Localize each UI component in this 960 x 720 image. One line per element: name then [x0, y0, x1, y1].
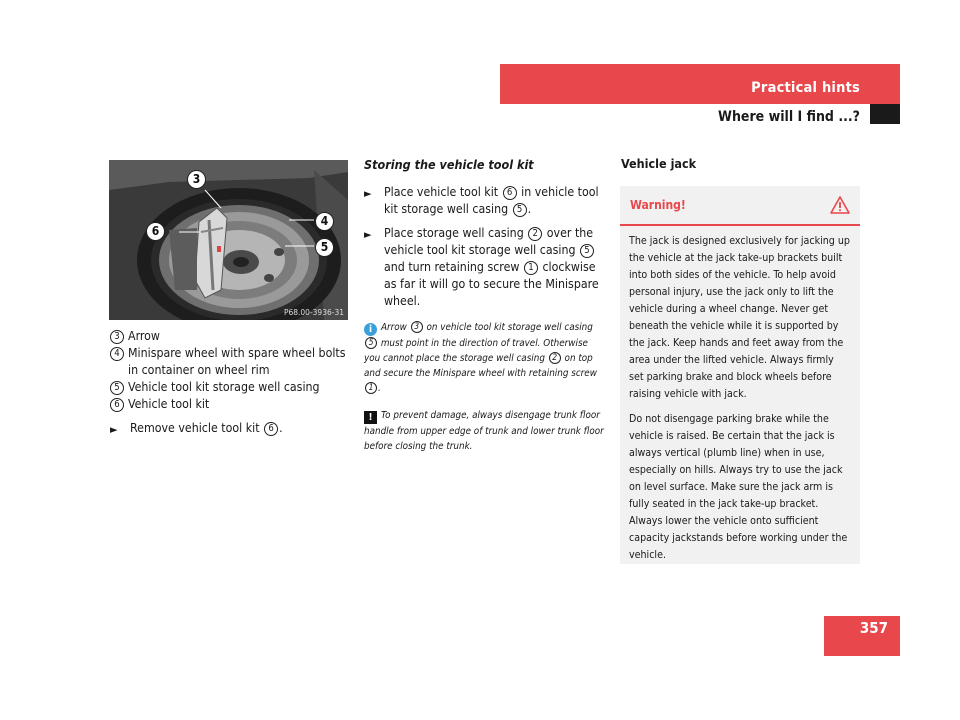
legend-text: Arrow — [128, 329, 160, 343]
warning-paragraph: Do not disengage parking brake while the vehicle is raised. Be certain that the jack is always vertical (plumb line) when in use, especially on hills. Always try to use the jack on level surface. Make sure the jack arm is fully seated in the jack take-up bracket. Always lower the vehicle onto sufficient capacity jackstands before working under the vehicle. — [629, 413, 848, 561]
step-text: Remove vehicle tool kit 6 . — [130, 421, 283, 435]
ref-number: 5 — [513, 203, 527, 217]
ref-number: 3 — [411, 321, 423, 333]
ref-number: 5 — [365, 337, 377, 349]
legend-number: 3 — [110, 330, 124, 344]
warning-title: Warning! — [630, 198, 686, 212]
caution-note: ! To prevent damage, always disengage trunk floor handle from upper edge of trunk and lower trunk floor before closing the trunk. — [364, 410, 604, 452]
legend-number: 5 — [110, 381, 124, 395]
subsection-title: Where will I find ...? — [718, 109, 860, 125]
ref-number: 1 — [524, 261, 538, 275]
instruction-step — [364, 225, 604, 310]
legend-number: 6 — [110, 398, 124, 412]
page-number: 357 — [859, 619, 888, 637]
step-arrow-icon: ► — [364, 187, 372, 200]
legend-text: Vehicle tool kit — [128, 397, 210, 411]
instruction-step — [110, 420, 355, 438]
legend-text: Vehicle tool kit storage well casing — [128, 380, 320, 394]
spare-wheel-drawing — [109, 160, 348, 320]
exclamation-icon: ! — [364, 411, 377, 424]
callout-6: 6 — [146, 222, 165, 241]
ref-number: 1 — [365, 382, 377, 394]
legend-text: Minispare wheel with spare wheel bolts in container on wheel rim — [128, 346, 346, 377]
header-marker — [870, 104, 900, 124]
callout-5: 5 — [315, 238, 334, 257]
page-number-box — [824, 616, 900, 656]
legend-item — [110, 328, 355, 345]
info-icon: i — [364, 323, 377, 336]
legend-item — [110, 379, 355, 396]
warning-paragraph: The jack is designed exclusively for jacking up the vehicle at the jack take-up brackets built into both sides of the vehicle. To help avoid personal injury, use the jack only to lift the vehicle during a wheel change. Never get beneath the vehicle while it is supported by the jack. Keep hands and feet away from the area under the lifted vehicle. Always firmly set parking brake and block wheels before raising vehicle with jack. — [629, 235, 850, 400]
step-arrow-icon: ► — [364, 228, 372, 241]
legend-item — [110, 345, 355, 379]
warning-body — [620, 226, 860, 564]
ref-number: 2 — [528, 227, 542, 241]
storing-column — [364, 156, 604, 454]
legend-item — [110, 396, 355, 413]
instruction-step — [364, 184, 604, 218]
vehicle-jack-heading: Vehicle jack — [621, 156, 697, 171]
step-arrow-icon: ► — [110, 423, 118, 436]
ref-number: 5 — [580, 244, 594, 258]
spare-wheel-illustration — [109, 160, 348, 320]
ref-number: 6 — [264, 422, 278, 436]
section-title: Practical hints — [751, 80, 860, 96]
ref-number: 6 — [503, 186, 517, 200]
warning-box — [620, 186, 860, 564]
warning-header — [620, 186, 860, 226]
warning-triangle-icon — [830, 196, 850, 214]
callout-4: 4 — [315, 212, 334, 231]
step-text: Place storage well casing 2 over the vehicle tool kit storage well casing 5 and turn retaining screw 1 clockwise as far it will go to secure the Minispare wheel. — [384, 226, 599, 308]
step-text: Place vehicle tool kit 6 in vehicle tool kit storage well casing 5 . — [384, 185, 599, 216]
figure-code: P68.00-3936-31 — [283, 308, 344, 317]
legend-number: 4 — [110, 347, 124, 361]
storing-heading: Storing the vehicle tool kit — [364, 157, 534, 172]
legend-column — [110, 328, 355, 438]
callout-3: 3 — [187, 170, 206, 189]
info-note: i Arrow 3 on vehicle tool kit storage well casing 5 must point in the direction of travel. Otherwise you cannot place the storage well casing 2 on top and secure the Minispare wheel with retaining screw 1 . — [364, 322, 597, 394]
ref-number: 2 — [549, 352, 561, 364]
